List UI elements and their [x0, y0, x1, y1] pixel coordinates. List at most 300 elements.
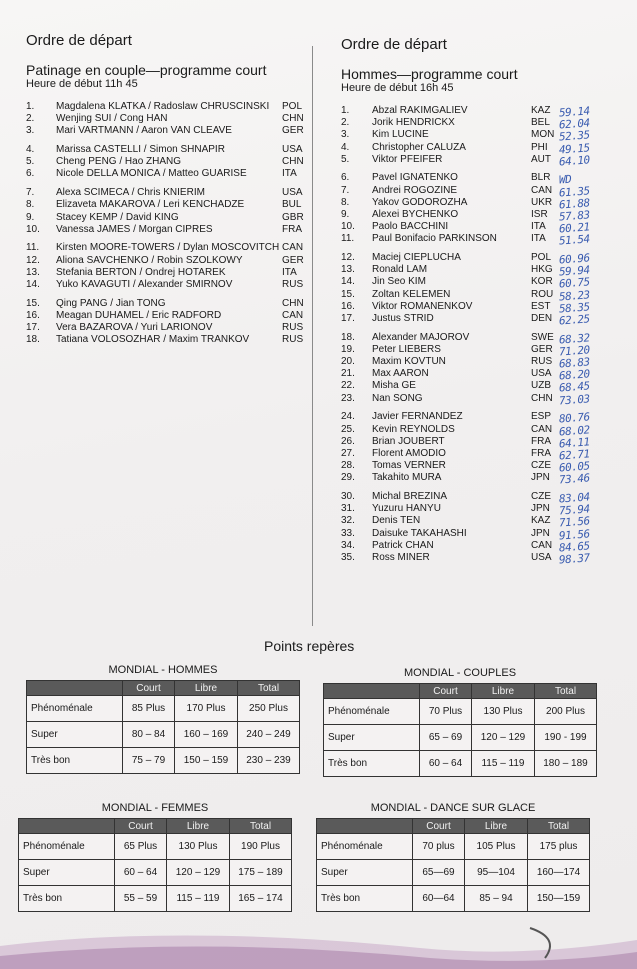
entry-nat: AUT: [531, 153, 551, 165]
entry-num: 17.: [341, 313, 355, 324]
entry-name: Christopher CALUZA: [372, 141, 466, 153]
start-list-entry: [341, 447, 631, 463]
entry-score: 68.20: [558, 367, 591, 383]
entry-name: Paul Bonifacio PARKINSON: [372, 233, 497, 245]
start-list-entry: [26, 168, 310, 180]
entry-name: Qing PANG / Jian TONG: [56, 297, 166, 309]
entry-nat: ROU: [531, 288, 554, 300]
entry-num: 29.: [341, 472, 355, 484]
entry-num: 28.: [341, 460, 355, 472]
entry-name: Vera BAZAROVA / Yuri LARIONOV: [56, 322, 213, 333]
start-list-entry: [341, 379, 631, 395]
table-cell: 70 Plus: [420, 699, 472, 725]
start-list-entry: [26, 255, 310, 267]
entry-name: Mari VARTMANN / Aaron VAN CLEAVE: [56, 125, 232, 137]
table-cell: 80 – 84: [123, 722, 175, 748]
row-label: Super: [324, 725, 420, 751]
table-header: Libre: [175, 681, 238, 696]
start-list-entry: [341, 331, 631, 347]
table-cell: 130 Plus: [167, 834, 230, 860]
entry-nat: USA: [531, 368, 552, 380]
table-cell: 230 – 239: [238, 748, 300, 774]
men-start-list: [341, 104, 631, 567]
start-list-entry: [26, 322, 310, 334]
row-label: Très bon: [19, 886, 115, 912]
start-list-entry: [26, 199, 310, 211]
entry-name: Meagan DUHAMEL / Eric RADFORD: [56, 309, 222, 321]
entry-num: 15.: [26, 297, 40, 309]
table-row: [19, 834, 292, 860]
entry-name: Viktor ROMANENKOV: [372, 300, 473, 312]
table-header: Court: [413, 819, 465, 834]
entry-name: Daisuke TAKAHASHI: [372, 527, 467, 539]
entry-nat: BEL: [531, 117, 550, 129]
entry-score: 75.94: [558, 502, 591, 518]
table-row: [324, 751, 597, 777]
entry-name: Kirsten MOORE-TOWERS / Dylan MOSCOVITCH: [56, 242, 280, 254]
table-row: [19, 860, 292, 886]
entry-score: 64.10: [558, 153, 591, 169]
reference-table-ice-dance: [316, 802, 590, 912]
row-label: Super: [27, 722, 123, 748]
entry-nat: CZE: [531, 490, 551, 502]
entry-score: 73.46: [558, 471, 591, 487]
entry-nat: ISR: [531, 209, 548, 220]
start-list-entry: [341, 288, 631, 304]
table-cell: 170 Plus: [175, 696, 238, 722]
entry-nat: SWE: [531, 331, 554, 343]
start-list-entry: [26, 113, 310, 125]
start-list-entry: [341, 140, 631, 157]
entry-name: Aliona SAVCHENKO / Robin SZOLKOWY: [56, 254, 243, 266]
entry-name: Andrei ROGOZINE: [372, 184, 458, 196]
start-list-entry: [341, 355, 631, 371]
entry-nat: JPN: [531, 527, 550, 539]
start-list-entry: [26, 334, 310, 346]
entry-score: 62.04: [558, 116, 591, 132]
entry-name: Peter LIEBERS: [372, 343, 441, 355]
entry-num: 1.: [26, 101, 35, 112]
start-list-entry: [341, 435, 631, 451]
entry-score: 68.32: [558, 331, 591, 347]
reference-table: [316, 818, 590, 912]
row-label: Super: [19, 860, 115, 886]
start-list-entry: [341, 300, 631, 316]
entry-score: 51.54: [558, 232, 591, 248]
entry-score: 68.45: [558, 379, 591, 395]
entry-name: Maxim KOVTUN: [372, 356, 446, 368]
entry-name: Maciej CIEPLUCHA: [372, 252, 461, 264]
start-group: [26, 298, 310, 347]
table-cell: 60—64: [413, 886, 465, 912]
table-cell: 250 Plus: [238, 696, 300, 722]
entry-nat: CHN: [282, 113, 304, 125]
table-cell: 65—69: [413, 860, 465, 886]
table-header: Total: [528, 819, 590, 834]
table-cell: 130 Plus: [472, 699, 535, 725]
entry-score: 58.35: [558, 300, 591, 316]
entry-nat: RUS: [282, 278, 304, 290]
entry-num: 21.: [341, 368, 355, 380]
start-list-entry: [26, 101, 310, 113]
table-header: Court: [123, 681, 175, 696]
entry-name: Nicole DELLA MONICA / Matteo GUARISE: [56, 168, 247, 180]
table-cell: 60 – 64: [420, 751, 472, 777]
entry-score: 61.35: [558, 184, 591, 200]
start-group: [26, 242, 310, 291]
left-subheading: Patinage en couple—programme court: [26, 62, 267, 78]
table-header: [27, 681, 123, 696]
start-list-entry: [341, 459, 631, 475]
table-cell: 115 – 119: [167, 886, 230, 912]
entry-num: 26.: [341, 435, 355, 447]
entry-name: Takahito MURA: [372, 472, 442, 484]
start-list-entry: [26, 125, 310, 137]
table-cell: 160 – 169: [175, 722, 238, 748]
entry-score: 80.76: [558, 410, 591, 426]
table-cell: 85 Plus: [123, 696, 175, 722]
row-label: Très bon: [324, 751, 420, 777]
entry-nat: FRA: [531, 435, 551, 447]
right-subheading: Hommes—programme court: [341, 66, 518, 82]
start-list-entry: [341, 424, 631, 436]
table-cell: 60 – 64: [115, 860, 167, 886]
start-group: [26, 144, 310, 181]
entry-name: Jorik HENDRICKX: [372, 117, 455, 129]
start-group: [341, 104, 631, 169]
entry-nat: UKR: [531, 196, 553, 208]
entry-num: 7.: [341, 184, 350, 196]
table-cell: 120 – 129: [167, 860, 230, 886]
entry-num: 18.: [341, 331, 355, 343]
entry-num: 31.: [341, 503, 355, 515]
entry-num: 23.: [341, 392, 355, 404]
entry-num: 8.: [26, 199, 35, 211]
entry-num: 8.: [341, 196, 350, 208]
start-list-entry: [341, 104, 631, 120]
entry-nat: ITA: [531, 221, 546, 233]
start-list-entry: [341, 184, 631, 200]
table-cell: 175 plus: [528, 834, 590, 860]
entry-score: 52.35: [558, 128, 591, 144]
entry-num: 17.: [26, 322, 40, 333]
entry-name: Ronald LAM: [372, 264, 428, 276]
table-cell: 175 – 189: [230, 860, 292, 886]
entry-score: 60.05: [558, 459, 591, 475]
entry-nat: CHN: [282, 297, 304, 309]
entry-nat: GER: [282, 254, 304, 266]
table-cell: 85 – 94: [465, 886, 528, 912]
start-list-entry: [341, 514, 631, 530]
entry-name: Misha GE: [372, 380, 416, 392]
table-cell: 115 – 119: [472, 751, 535, 777]
entry-nat: UZB: [531, 380, 551, 392]
entry-name: Kevin REYNOLDS: [372, 423, 455, 435]
entry-num: 15.: [341, 288, 355, 300]
entry-nat: HKG: [531, 264, 553, 276]
start-list-entry: [341, 471, 631, 487]
table-header: Libre: [167, 819, 230, 834]
entry-score: 91.56: [558, 526, 591, 542]
entry-num: 10.: [341, 221, 355, 233]
table-header: [324, 684, 420, 699]
entry-nat: FRA: [282, 223, 302, 235]
start-list-entry: [26, 242, 310, 254]
entry-name: Yakov GODOROZHA: [372, 196, 468, 208]
entry-nat: ITA: [531, 233, 546, 245]
entry-num: 14.: [341, 276, 355, 288]
entry-name: Patrick CHAN: [372, 539, 434, 551]
entry-num: 5.: [341, 153, 350, 165]
reference-table: [18, 818, 292, 912]
entry-name: Alexander MAJOROV: [372, 331, 470, 343]
table-cell: 95—104: [465, 860, 528, 886]
table-cell: 150—159: [528, 886, 590, 912]
table-cell: 120 – 129: [472, 725, 535, 751]
entry-num: 10.: [26, 223, 40, 235]
entry-nat: PHI: [531, 141, 548, 153]
start-list-entry: [341, 551, 631, 567]
entry-name: Stacey KEMP / David KING: [56, 211, 179, 223]
entry-nat: ITA: [282, 168, 297, 180]
entry-score: 60.21: [558, 220, 591, 236]
entry-score: 73.03: [558, 392, 591, 408]
entry-num: 19.: [341, 343, 355, 355]
start-list-entry: [341, 208, 631, 224]
table-title: MONDIAL - FEMMES: [101, 802, 209, 814]
reference-table: [26, 680, 300, 774]
row-label: Très bon: [317, 886, 413, 912]
entry-num: 4.: [341, 141, 350, 153]
entry-nat: GBR: [282, 211, 304, 223]
table-title: MONDIAL - DANCE SUR GLACE: [370, 802, 536, 814]
left-heading: Ordre de départ: [26, 32, 132, 49]
right-heading: Ordre de départ: [341, 36, 447, 53]
table-row: [324, 725, 597, 751]
table-header: [19, 819, 115, 834]
entry-nat: CAN: [531, 184, 553, 196]
entry-score: 68.83: [558, 355, 591, 371]
entry-score: 71.20: [558, 343, 591, 359]
entry-num: 6.: [26, 168, 35, 180]
entry-name: Pavel IGNATENKO: [372, 172, 458, 184]
table-cell: 150 – 159: [175, 748, 238, 774]
table-cell: 70 plus: [413, 834, 465, 860]
entry-score: 98.37: [558, 551, 591, 567]
entry-name: Tatiana VOLOSOZHAR / Maxim TRANKOV: [56, 334, 250, 346]
table-cell: 165 – 174: [230, 886, 292, 912]
start-list-entry: [26, 267, 310, 279]
entry-num: 7.: [26, 187, 35, 199]
table-header: Total: [230, 819, 292, 834]
entry-score: 68.02: [558, 422, 591, 438]
entry-name: Michal BREZINA: [372, 490, 448, 502]
start-list-entry: [341, 153, 631, 169]
start-group: [341, 331, 631, 408]
start-list-entry: [341, 490, 631, 506]
start-list-entry: [341, 343, 631, 359]
entry-name: Paolo BACCHINI: [372, 221, 449, 233]
start-list-entry: [341, 275, 631, 291]
entry-num: 34.: [341, 539, 355, 551]
entry-nat: KAZ: [531, 105, 551, 116]
left-start-time: Heure de début 11h 45: [26, 78, 138, 90]
entry-name: Kim LUCINE: [372, 129, 429, 141]
entry-num: 12.: [341, 252, 355, 264]
table-header: [317, 819, 413, 834]
entry-nat: RUS: [531, 356, 553, 368]
start-list-entry: [26, 156, 310, 168]
table-row: [324, 699, 597, 725]
table-cell: 240 – 249: [238, 722, 300, 748]
entry-num: 9.: [26, 211, 35, 223]
entry-num: 27.: [341, 447, 355, 459]
entry-num: 22.: [341, 380, 355, 392]
start-list-entry: [26, 224, 310, 236]
entry-name: Vanessa JAMES / Morgan CIPRES: [56, 223, 213, 235]
entry-name: Cheng PENG / Hao ZHANG: [56, 156, 182, 168]
entry-nat: JPN: [531, 503, 550, 515]
entry-nat: POL: [282, 101, 303, 112]
start-list-entry: [341, 528, 631, 540]
table-row: [317, 834, 590, 860]
entry-nat: DEN: [531, 313, 553, 324]
entry-nat: EST: [531, 300, 551, 312]
start-list-entry: [26, 212, 310, 224]
entry-name: Justus STRID: [372, 313, 434, 324]
entry-num: 30.: [341, 490, 355, 502]
table-cell: 65 – 69: [420, 725, 472, 751]
entry-nat: BLR: [531, 172, 551, 184]
row-label: Phénoménale: [19, 834, 115, 860]
table-cell: 200 Plus: [535, 699, 597, 725]
entry-nat: JPN: [531, 472, 550, 484]
entry-num: 13.: [26, 266, 40, 278]
entry-num: 5.: [26, 156, 35, 168]
entry-nat: CAN: [282, 309, 304, 321]
table-cell: 180 – 189: [535, 751, 597, 777]
table-row: [27, 722, 300, 748]
start-list-entry: [26, 187, 310, 199]
entry-score: 61.88: [558, 196, 591, 212]
start-list-entry: [341, 539, 631, 555]
entry-num: 4.: [26, 144, 35, 156]
column-divider: [312, 46, 313, 626]
reference-table-ladies: [18, 802, 292, 912]
entry-num: 25.: [341, 423, 355, 435]
entry-score: 84.65: [558, 539, 591, 555]
entry-num: 3.: [341, 129, 350, 141]
reference-table: [323, 683, 597, 777]
entry-name: Max AARON: [372, 368, 429, 380]
entry-num: 11.: [26, 242, 40, 254]
entry-name: Zoltan KELEMEN: [372, 288, 451, 300]
start-list-entry: [26, 279, 310, 291]
row-label: Très bon: [27, 748, 123, 774]
entry-num: 9.: [341, 209, 350, 220]
reference-table-men: [26, 664, 300, 774]
entry-nat: CHN: [531, 392, 553, 404]
table-header: Total: [238, 681, 300, 696]
entry-nat: CHN: [282, 156, 304, 168]
entry-score: 58.23: [558, 288, 591, 304]
start-list-entry: [341, 392, 631, 408]
entry-name: Wenjing SUI / Cong HAN: [56, 113, 168, 125]
entry-name: Alexa SCIMECA / Chris KNIERIM: [56, 187, 205, 199]
row-label: Phénoménale: [317, 834, 413, 860]
table-cell: 75 – 79: [123, 748, 175, 774]
row-label: Phénoménale: [324, 699, 420, 725]
start-list-entry: [341, 232, 631, 248]
entry-name: Tomas VERNER: [372, 460, 446, 472]
start-group: [26, 101, 310, 138]
entry-num: 13.: [341, 264, 355, 276]
entry-num: 16.: [26, 309, 40, 321]
entry-num: 3.: [26, 125, 35, 137]
row-label: Super: [317, 860, 413, 886]
entry-nat: BUL: [282, 199, 302, 211]
entry-score: 59.14: [558, 104, 591, 120]
entry-num: 18.: [26, 334, 40, 346]
entry-score: WD: [558, 173, 572, 187]
entry-name: Nan SONG: [372, 392, 423, 404]
entry-name: Ross MINER: [372, 551, 430, 563]
entry-nat: GER: [531, 343, 553, 355]
entry-name: Stefania BERTON / Ondrej HOTAREK: [56, 266, 226, 278]
entry-name: Marissa CASTELLI / Simon SHNAPIR: [56, 144, 225, 156]
table-cell: 190 Plus: [230, 834, 292, 860]
table-header: Libre: [465, 819, 528, 834]
table-title: MONDIAL - HOMMES: [108, 664, 218, 676]
start-group: [341, 490, 631, 567]
entry-nat: USA: [282, 187, 303, 199]
entry-nat: USA: [282, 144, 303, 156]
table-row: [317, 860, 590, 886]
pairs-column: [26, 32, 310, 353]
entry-score: 62.25: [558, 312, 591, 328]
entry-score: 64.11: [558, 435, 591, 451]
start-list-entry: [341, 312, 631, 328]
entry-nat: USA: [531, 551, 552, 563]
entry-num: 24.: [341, 411, 355, 423]
entry-nat: ESP: [531, 411, 552, 423]
entry-score: 83.04: [558, 490, 591, 506]
table-row: [27, 696, 300, 722]
entry-nat: CAN: [531, 423, 553, 435]
entry-nat: POL: [531, 252, 552, 264]
entry-score: 57.83: [558, 208, 591, 224]
start-group: [341, 251, 631, 328]
table-header: Court: [115, 819, 167, 834]
entry-name: Yuzuru HANYU: [372, 503, 441, 515]
start-list-entry: [341, 128, 631, 144]
table-title: MONDIAL - COUPLES: [403, 667, 517, 679]
start-group: [341, 410, 631, 487]
entry-name: Jin Seo KIM: [372, 276, 426, 288]
entry-nat: CAN: [282, 242, 304, 254]
entry-num: 33.: [341, 527, 355, 539]
entry-name: Elizaveta MAKAROVA / Leri KENCHADZE: [56, 199, 245, 211]
table-row: [317, 886, 590, 912]
entry-num: 32.: [341, 515, 355, 527]
men-column: [341, 36, 631, 571]
start-list-entry: [26, 298, 310, 310]
table-row: [27, 748, 300, 774]
table-header: Court: [420, 684, 472, 699]
table-header: Total: [535, 684, 597, 699]
entry-name: Abzal RAKIMGALIEV: [372, 105, 468, 116]
entry-num: 35.: [341, 551, 355, 563]
